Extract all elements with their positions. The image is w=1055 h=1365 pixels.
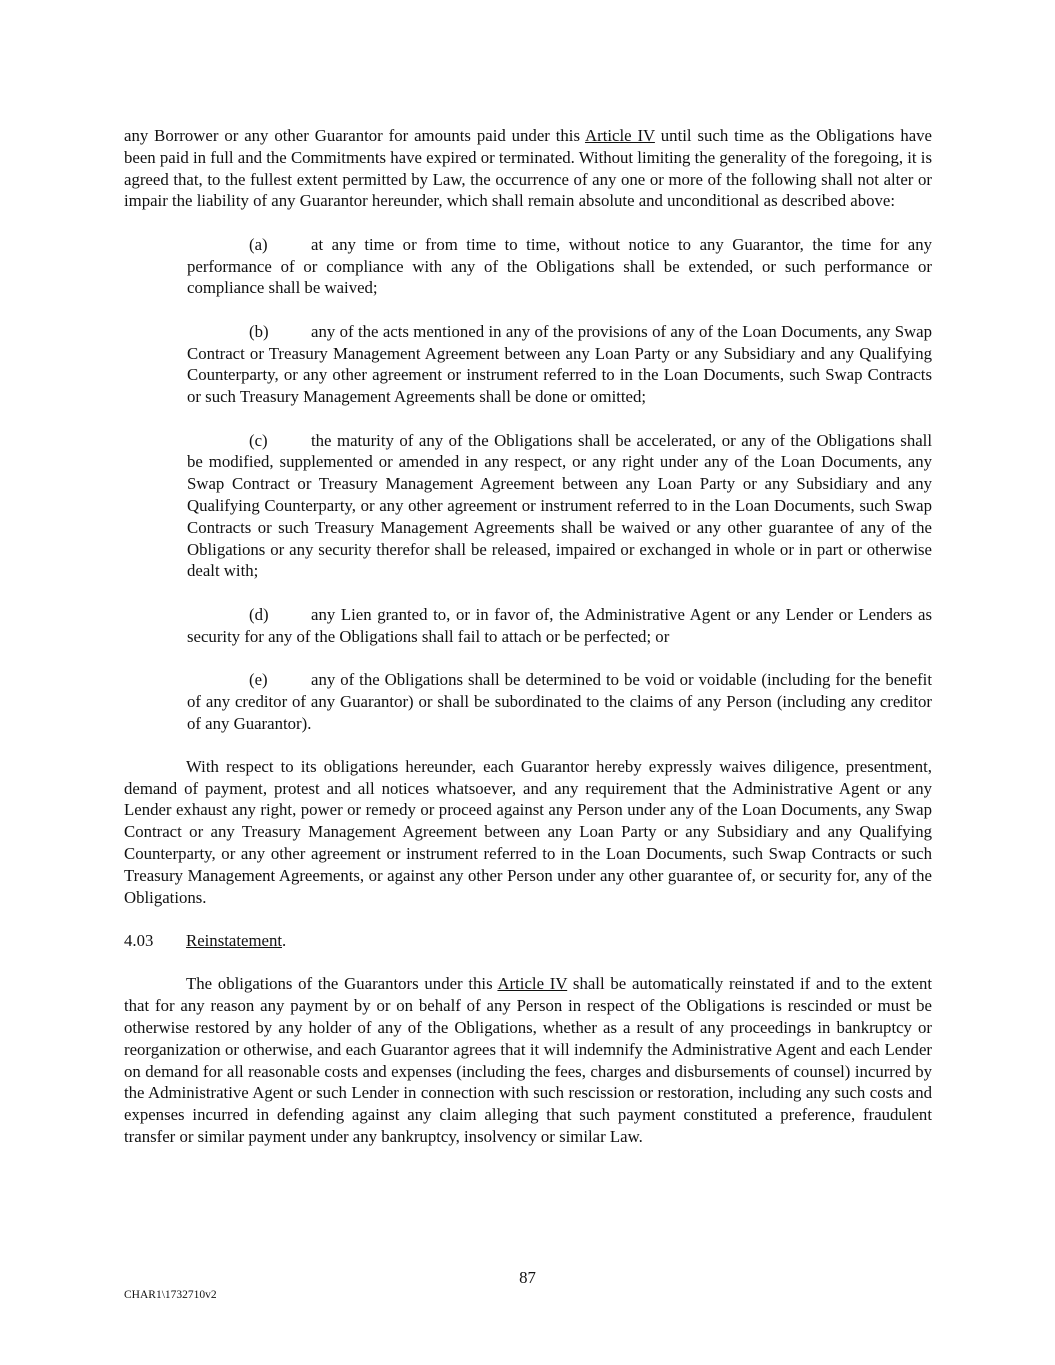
list-item-c: (c) the maturity of any of the Obligations shall be accelerated, or any of the Obligations shall be modified, supplemented or amended in any respect, or any right under any of the Loan Documents, any Swap Contract or Treasury Management Agreement between any Loan Party or any Subsidiary and any Qualifying Counterparty, or any other agreement or instrument referred to in the Loan Documents, such Swap Contracts or such Treasury Management Agreements shall be waived or any other guarantee of any of the Obligations or any security therefor shall be released, impaired or exchanged in whole or in part or otherwise dealt with; xyxy=(187,430,932,581)
list-item-e: (e) any of the Obligations shall be determined to be void or voidable (including for the benefit of any creditor of any Guarantor) or shall be subordinated to the claims of any Person (including any creditor of any Guarantor). xyxy=(187,669,932,733)
article-iv-reference: Article IV xyxy=(584,126,655,145)
list-item-a: (a) at any time or from time to time, without notice to any Guarantor, the time for any performance of or compliance with any of the Obligations shall be extended, or such performance or compliance shall be waived; xyxy=(187,234,932,298)
reinstatement-paragraph: The obligations of the Guarantors under this Article IV shall be automatically reinstated if and to the extent that for any reason any payment by or on behalf of any Person in respect of the Obligations is rescinded or must be otherwise restored by any holder of any of the Obligations, whether as a result of any proceedings in bankruptcy or reorganization or otherwise, and each Guarantor agrees that it will indemnify the Administrative Agent and each Lender on demand for all reasonable costs and expenses (including the fees, charges and disbursements of counsel) incurred by the Administrative Agent or such Lender in connection with such rescission or restoration, including any such costs and expenses incurred in defending against any claim alleging that such payment constituted a preference, fraudulent transfer or similar payment under any bankruptcy, insolvency or similar Law. xyxy=(124,974,932,1147)
waiver-paragraph: With respect to its obligations hereunder, each Guarantor hereby expressly waives diligence, presentment, demand of payment, protest and all notices whatsoever, and any requirement that the Administrative Agent or any Lender exhaust any right, power or remedy or proceed against any Person under any of the Loan Documents, any Swap Contract or any Treasury Management Agreement between any Loan Party or any Subsidiary and any Qualifying Counterparty, or any other agreement or instrument referred to in the Loan Documents, such Swap Contracts or such Treasury Management Agreements, or against any other Person under any other guarantee of, or security for, any of the Obligations. xyxy=(124,756,932,907)
list-item-label: (a) xyxy=(249,234,268,254)
list-item-label: (c) xyxy=(249,430,268,450)
section-title: Reinstatement xyxy=(186,931,283,951)
article-iv-reference: Article IV xyxy=(497,974,568,994)
page-number: 87 xyxy=(519,1268,536,1287)
intro-paragraph: any Borrower or any other Guarantor for amounts paid under this Article IV until such time as the Obligations have been paid in full and the Commitments have expired or terminated. Without limiting the generality of the foregoing, it is agreed that, to the fullest extent permitted by Law, the occurrence of any one or more of the following shall not alter or impair the liability of any Guarantor hereunder, which shall remain absolute and unconditional as described above: xyxy=(124,126,932,211)
section-heading: 4.03 Reinstatement. xyxy=(124,931,287,951)
document-id: CHAR1\1732710v2 xyxy=(124,1289,217,1301)
section-number: 4.03 xyxy=(124,931,154,951)
list-item-label: (d) xyxy=(249,604,269,624)
list-item-label: (e) xyxy=(249,669,268,689)
list-item-b: (b) any of the acts mentioned in any of the provisions of any of the Loan Documents, any Swap Contract or Treasury Management Agreement between any Loan Party or any Subsidiary and any Qualifying Counterparty, or any other agreement or instrument referred to in the Loan Documents, such Swap Contracts or such Treasury Management Agreements shall be done or omitted; xyxy=(187,321,932,407)
document-page xyxy=(124,125,932,1148)
list-item-label: (b) xyxy=(249,321,269,341)
list-item-d: (d) any Lien granted to, or in favor of, the Administrative Agent or any Lender or Lenders as security for any of the Obligations shall fail to attach or be perfected; or xyxy=(187,604,932,646)
